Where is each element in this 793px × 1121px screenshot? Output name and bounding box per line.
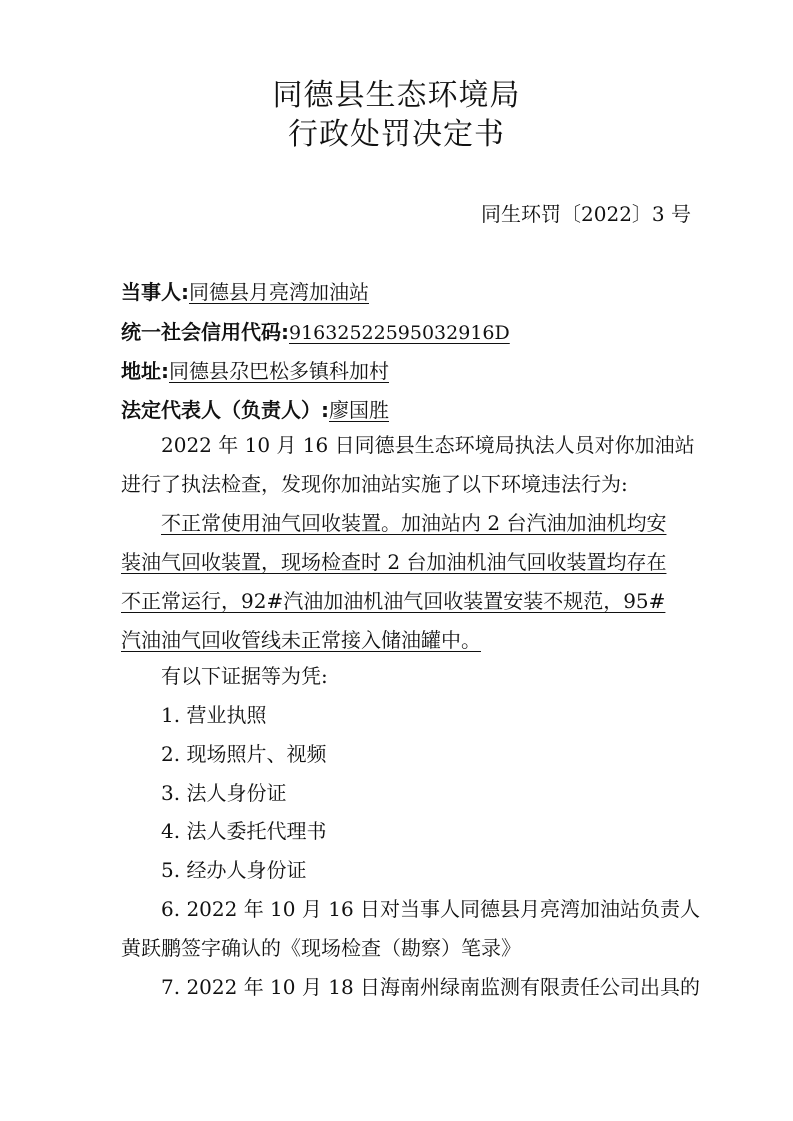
evidence-item: 2. 现场照片、视频 xyxy=(161,742,327,766)
address-row xyxy=(121,355,389,384)
evidence-item-6-line-1: 6. 2022 年 10 月 16 日对当事人同德县月亮湾加油站负责人 xyxy=(161,897,701,921)
credit-code-value: 91632522595032916D xyxy=(289,322,510,344)
legal-rep-value: 廖国胜 xyxy=(329,398,389,422)
violation-line-2: 装油气回收装置，现场检查时 2 台加油机油气回收装置均存在 xyxy=(121,550,667,574)
evidence-item: 3. 法人身份证 xyxy=(161,781,287,805)
evidence-item: 5. 经办人身份证 xyxy=(161,858,307,882)
legal-rep-row xyxy=(121,394,389,423)
address-value: 同德县尕巴松多镇科加村 xyxy=(169,359,389,383)
evidence-item: 1. 营业执照 xyxy=(161,703,267,727)
violation-line-1: 不正常使用油气回收装置。加油站内 2 台汽油加油机均安 xyxy=(161,511,667,535)
violation-line-4: 汽油油气回收管线未正常接入储油罐中。 xyxy=(121,628,481,652)
document-title-type: 行政处罚决定书 xyxy=(288,117,505,152)
party-name-row xyxy=(121,276,369,305)
document-number: 同生环罚〔2022〕3 号 xyxy=(481,202,691,226)
intro-line-2: 进行了执法检查，发现你加油站实施了以下环境违法行为: xyxy=(121,472,628,496)
violation-line-3: 不正常运行，92#汽油加油机油气回收装置安装不规范，95# xyxy=(121,589,666,613)
credit-code-row xyxy=(121,316,510,345)
party-name-value: 同德县月亮湾加油站 xyxy=(189,280,369,304)
evidence-item-6-line-2: 黄跃鹏签字确认的《现场检查（勘察）笔录》 xyxy=(121,936,521,960)
document-title-agency: 同德县生态环境局 xyxy=(272,78,521,113)
intro-line-1: 2022 年 10 月 16 日同德县生态环境局执法人员对你加油站 xyxy=(161,433,695,457)
evidence-heading: 有以下证据等为凭: xyxy=(161,664,328,688)
evidence-item-7-line-1: 7. 2022 年 10 月 18 日海南州绿南监测有限责任公司出具的 xyxy=(161,975,701,999)
party-name-label: 当事人: xyxy=(121,280,189,304)
evidence-item: 4. 法人委托代理书 xyxy=(161,819,327,843)
credit-code-label: 统一社会信用代码: xyxy=(121,320,289,344)
legal-rep-label: 法定代表人（负责人）: xyxy=(121,398,329,422)
address-label: 地址: xyxy=(121,359,169,383)
